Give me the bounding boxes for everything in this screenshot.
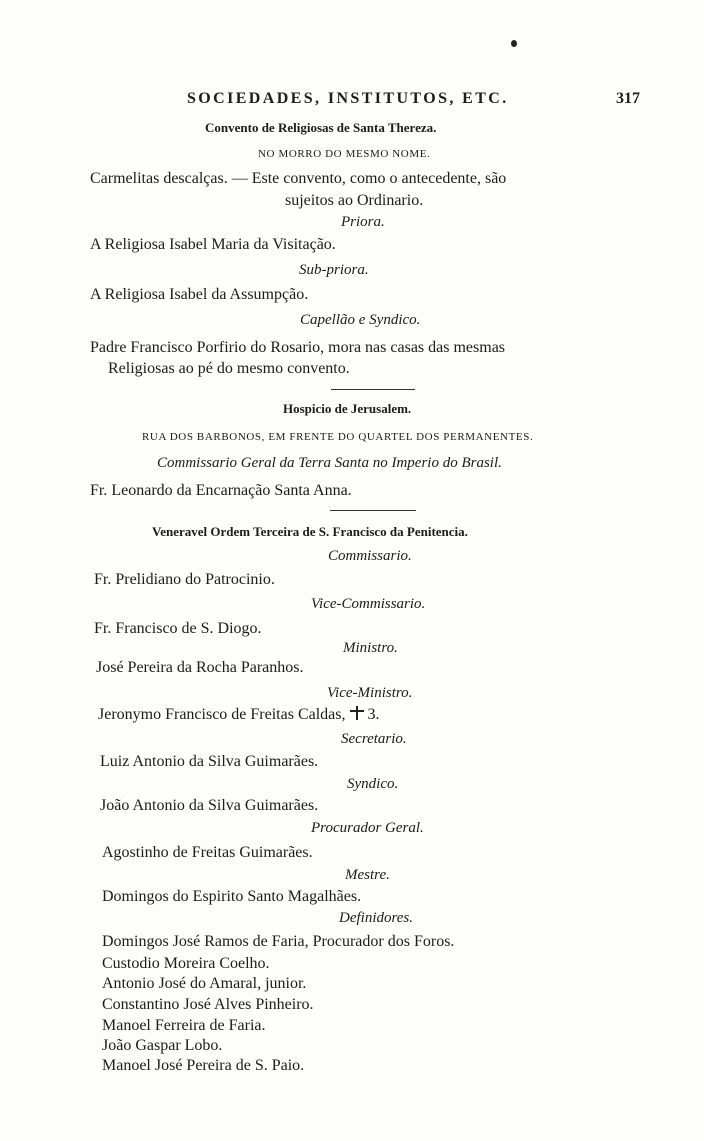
definidor-item: Antonio José do Amaral, junior. — [102, 975, 307, 992]
cross-icon — [350, 706, 364, 720]
role-procurador: Procurador Geral. — [311, 820, 424, 836]
role-mestre: Mestre. — [345, 867, 390, 883]
role-definidores: Definidores. — [339, 910, 414, 926]
role-syndico: Syndico. — [347, 776, 399, 792]
section-location-jerusalem: RUA DOS BARBONOS, EM FRENTE DO QUARTEL DOS PERMANENTES. — [142, 431, 534, 443]
role-vice-ministro: Vice-Ministro. — [327, 685, 413, 701]
entry-vice-ministro — [98, 706, 380, 724]
role-capellao: Capellão e Syndico. — [300, 312, 421, 328]
role-commissario: Commissario. — [328, 548, 412, 564]
section-divider — [331, 389, 415, 390]
entry-ministro: José Pereira da Rocha Paranhos. — [96, 659, 304, 676]
section-title-jerusalem: Hospicio de Jerusalem. — [283, 401, 412, 416]
entry-priora: A Religiosa Isabel Maria da Visitação. — [90, 236, 336, 253]
definidor-item: Domingos José Ramos de Faria, Procurador dos Foros. — [102, 933, 455, 950]
definidor-item: Manoel Ferreira de Faria. — [102, 1017, 266, 1034]
entry-capellao-line-2: Religiosas ao pé do mesmo convento. — [108, 360, 350, 377]
intro-line-2: sujeitos ao Ordinario. — [285, 192, 424, 209]
entry-procurador: Agostinho de Freitas Guimarães. — [102, 844, 313, 861]
definidor-item: Custodio Moreira Coelho. — [102, 955, 270, 972]
section-divider — [330, 510, 416, 511]
vice-ministro-suffix: 3. — [367, 706, 380, 723]
role-subpriora: Sub-priora. — [299, 262, 369, 278]
section-title-santa-theresa: Convento de Religiosas de Santa Thereza. — [205, 120, 437, 135]
entry-capellao-line-1: Padre Francisco Porfirio do Rosario, mora nas casas das mesmas — [90, 339, 506, 356]
page-number: 317 — [616, 90, 640, 107]
role-priora: Priora. — [341, 214, 385, 230]
definidor-item: Manoel José Pereira de S. Paio. — [102, 1057, 305, 1074]
section-location-santa-theresa: NO MORRO DO MESMO NOME. — [258, 148, 431, 160]
section-title-ordem-terceira: Veneravel Ordem Terceira de S. Francisco da Penitencia. — [152, 524, 468, 539]
vice-ministro-name: Jeronymo Francisco de Freitas Caldas, — [98, 706, 346, 723]
entry-subpriora: A Religiosa Isabel da Assumpção. — [90, 286, 309, 303]
entry-commissario: Fr. Prelidiano do Patrocinio. — [94, 571, 275, 588]
entry-vice-commissario: Fr. Francisco de S. Diogo. — [94, 620, 262, 637]
running-title: SOCIEDADES, INSTITUTOS, ETC. — [187, 90, 509, 107]
entry-syndico: João Antonio da Silva Guimarães. — [100, 797, 319, 814]
role-secretario: Secretario. — [341, 731, 407, 747]
role-vice-commissario: Vice-Commissario. — [311, 596, 426, 612]
definidor-item: Constantino José Alves Pinheiro. — [102, 996, 314, 1013]
entry-secretario: Luiz Antonio da Silva Guimarães. — [100, 753, 319, 770]
role-commissario-geral: Commissario Geral da Terra Santa no Imperio do Brasil. — [157, 455, 502, 471]
intro-line-1: Carmelitas descalças. — Este convento, como o antecedente, são — [90, 170, 507, 187]
role-ministro: Ministro. — [343, 640, 398, 656]
definidor-item: João Gaspar Lobo. — [102, 1037, 223, 1054]
entry-commissario-geral: Fr. Leonardo da Encarnação Santa Anna. — [90, 482, 352, 499]
entry-mestre: Domingos do Espirito Santo Magalhães. — [102, 888, 362, 905]
ink-dot — [511, 40, 517, 47]
